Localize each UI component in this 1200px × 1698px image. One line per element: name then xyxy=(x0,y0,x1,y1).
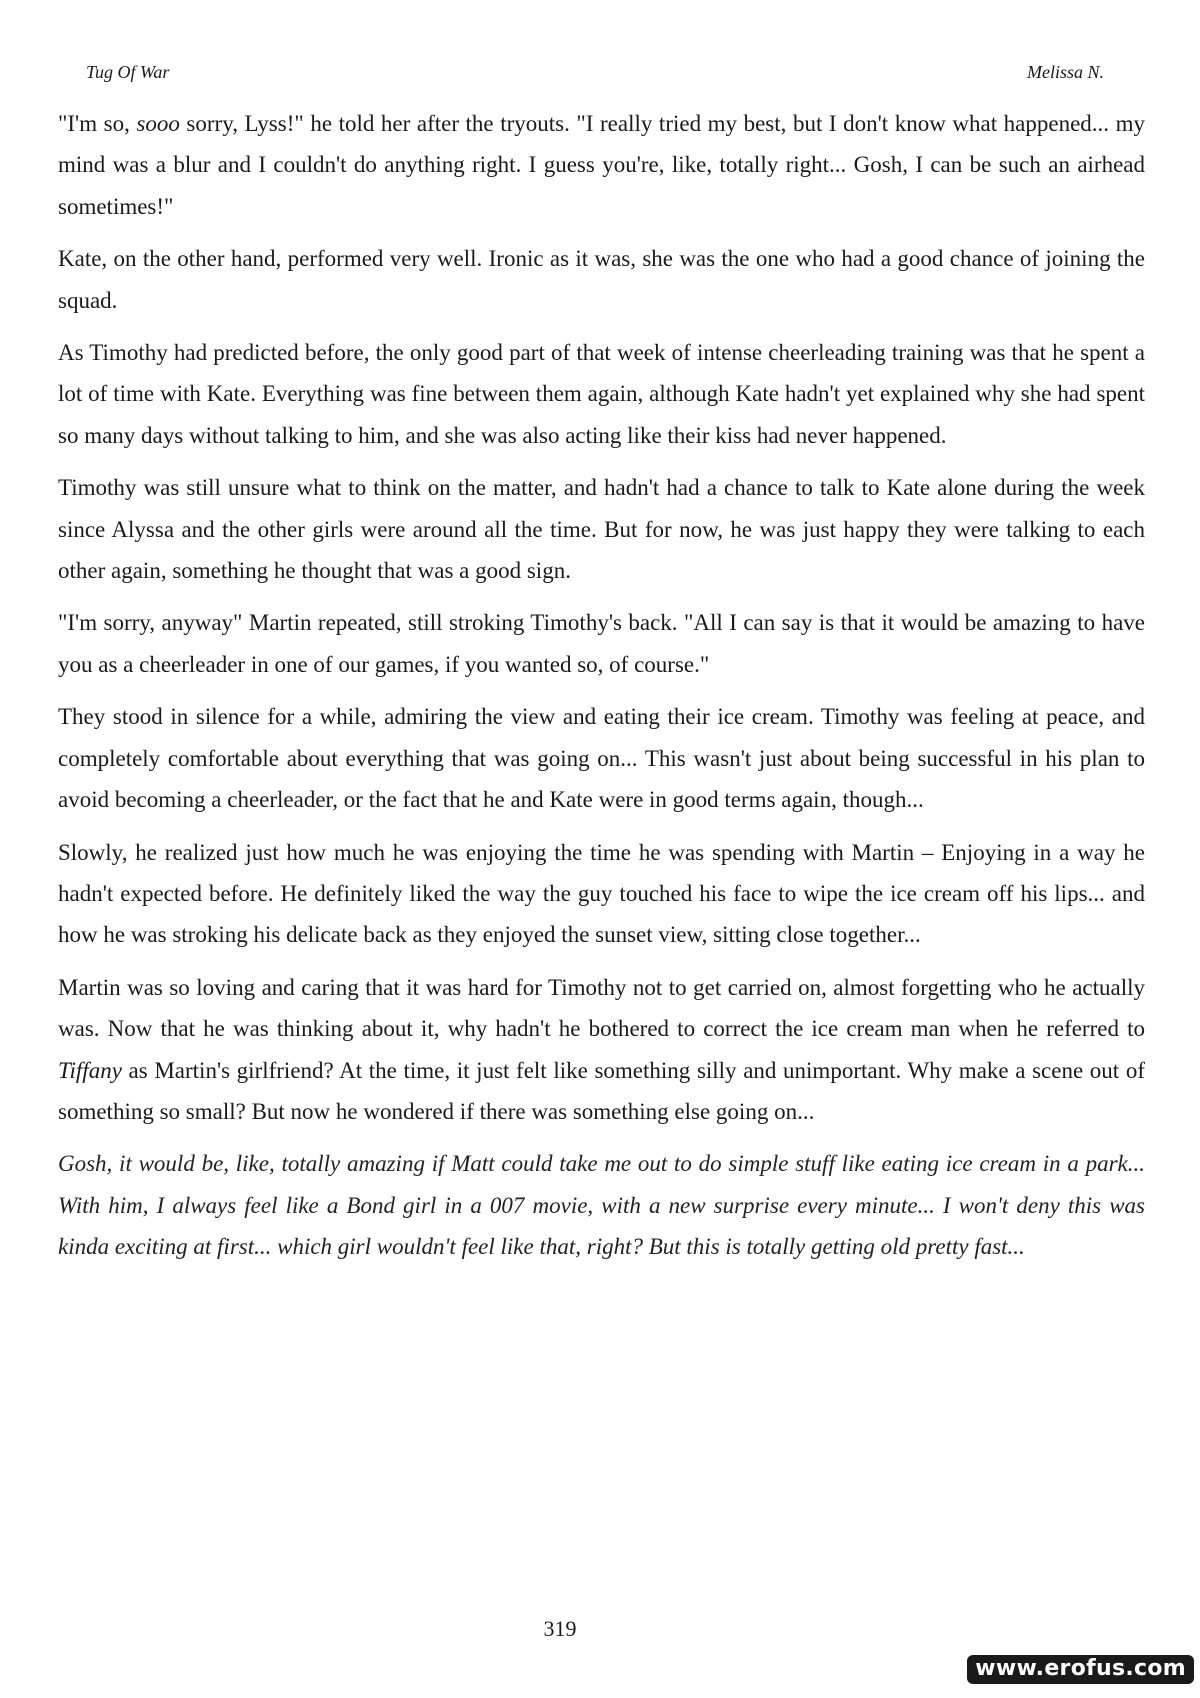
page-number: 319 xyxy=(543,1616,577,1641)
paragraph xyxy=(58,238,1145,321)
paragraph xyxy=(58,103,1145,227)
paragraph xyxy=(58,467,1145,591)
running-header xyxy=(86,62,1104,88)
paragraph xyxy=(58,602,1145,685)
text-segment: Slowly, he realized just how much he was enjoying the time he was spending with Martin – Enjoying in a way he hadn't expected before. He definitely liked the way the guy touched his face to wipe the ice cream off his lips... and how he was stroking his delicate back as they enjoyed the sunset view, sitting close together... xyxy=(58,839,1145,948)
text-segment: Martin was so loving and caring that it was hard for Timothy not to get carried on, almost forgetting who he actually was. Now that he was thinking about it, why hadn't he bothered to correct the ice cream man when he referred to xyxy=(58,974,1145,1042)
book-title: Tug Of War xyxy=(86,62,170,82)
thought-paragraph xyxy=(58,1143,1145,1267)
text-segment: Timothy was still unsure what to think on the matter, and hadn't had a chance to talk to Kate alone during the week since Alyssa and the other girls were around all the time. But for now, he was just happy they were talking to each other again, something he thought that was a good sign. xyxy=(58,475,1145,584)
text-segment-italic: Gosh, it would be, like, totally amazing if Matt could take me out to do simple stuff like eating ice cream in a park... With him, I always feel like a Bond girl in a 007 movie, with a new surprise every minute... I won't deny this was kinda exciting at first... which girl wouldn't feel like that, right? But this is totally getting old pretty fast... xyxy=(58,1151,1145,1260)
text-segment-italic: sooo xyxy=(136,111,180,136)
page-body xyxy=(58,103,1145,1279)
text-segment: "I'm sorry, anyway" Martin repeated, still stroking Timothy's back. "All I can say is that it would be amazing to have you as a cheerleader in one of our games, if you wanted so, of course." xyxy=(58,610,1145,677)
text-segment: They stood in silence for a while, admiring the view and eating their ice cream. Timothy was feeling at peace, and completely comfortable about everything that was going on... This wasn't just about being successful in his plan to avoid becoming a cheerleader, or the fact that he and Kate were in good terms again, though... xyxy=(58,704,1145,813)
paragraph xyxy=(58,332,1145,456)
paragraph xyxy=(58,967,1145,1133)
text-segment: Kate, on the other hand, performed very well. Ironic as it was, she was the one who had a good chance of joining the squad. xyxy=(58,246,1145,313)
text-segment: as Martin's girlfriend? At the time, it just felt like something silly and unimportant. Why make a scene out of something so small? But now he wondered if there was something else going on... xyxy=(58,1057,1145,1124)
author-name: Melissa N. xyxy=(1026,62,1104,82)
paragraph xyxy=(58,696,1145,820)
text-segment: "I'm so, xyxy=(58,111,137,136)
text-segment: As Timothy had predicted before, the only good part of that week of intense cheerleading training was that he spent a lot of time with Kate. Everything was fine between them again, although Kate hadn't yet explained why she had spent so many days without talking to him, and she was also acting like their kiss had never happened. xyxy=(58,340,1145,448)
text-segment: sorry, Lyss!" he told her after the tryouts. "I really tried my best, but I don't know what happened... my mind was a blur and I couldn't do anything right. I guess you're, like, totally right... Gosh, I can be such an airhead sometimes!" xyxy=(58,111,1145,219)
paragraph xyxy=(58,832,1145,956)
watermark-link[interactable]: www.erofus.com xyxy=(967,1655,1194,1684)
text-segment-italic: Tiffany xyxy=(58,1057,122,1083)
